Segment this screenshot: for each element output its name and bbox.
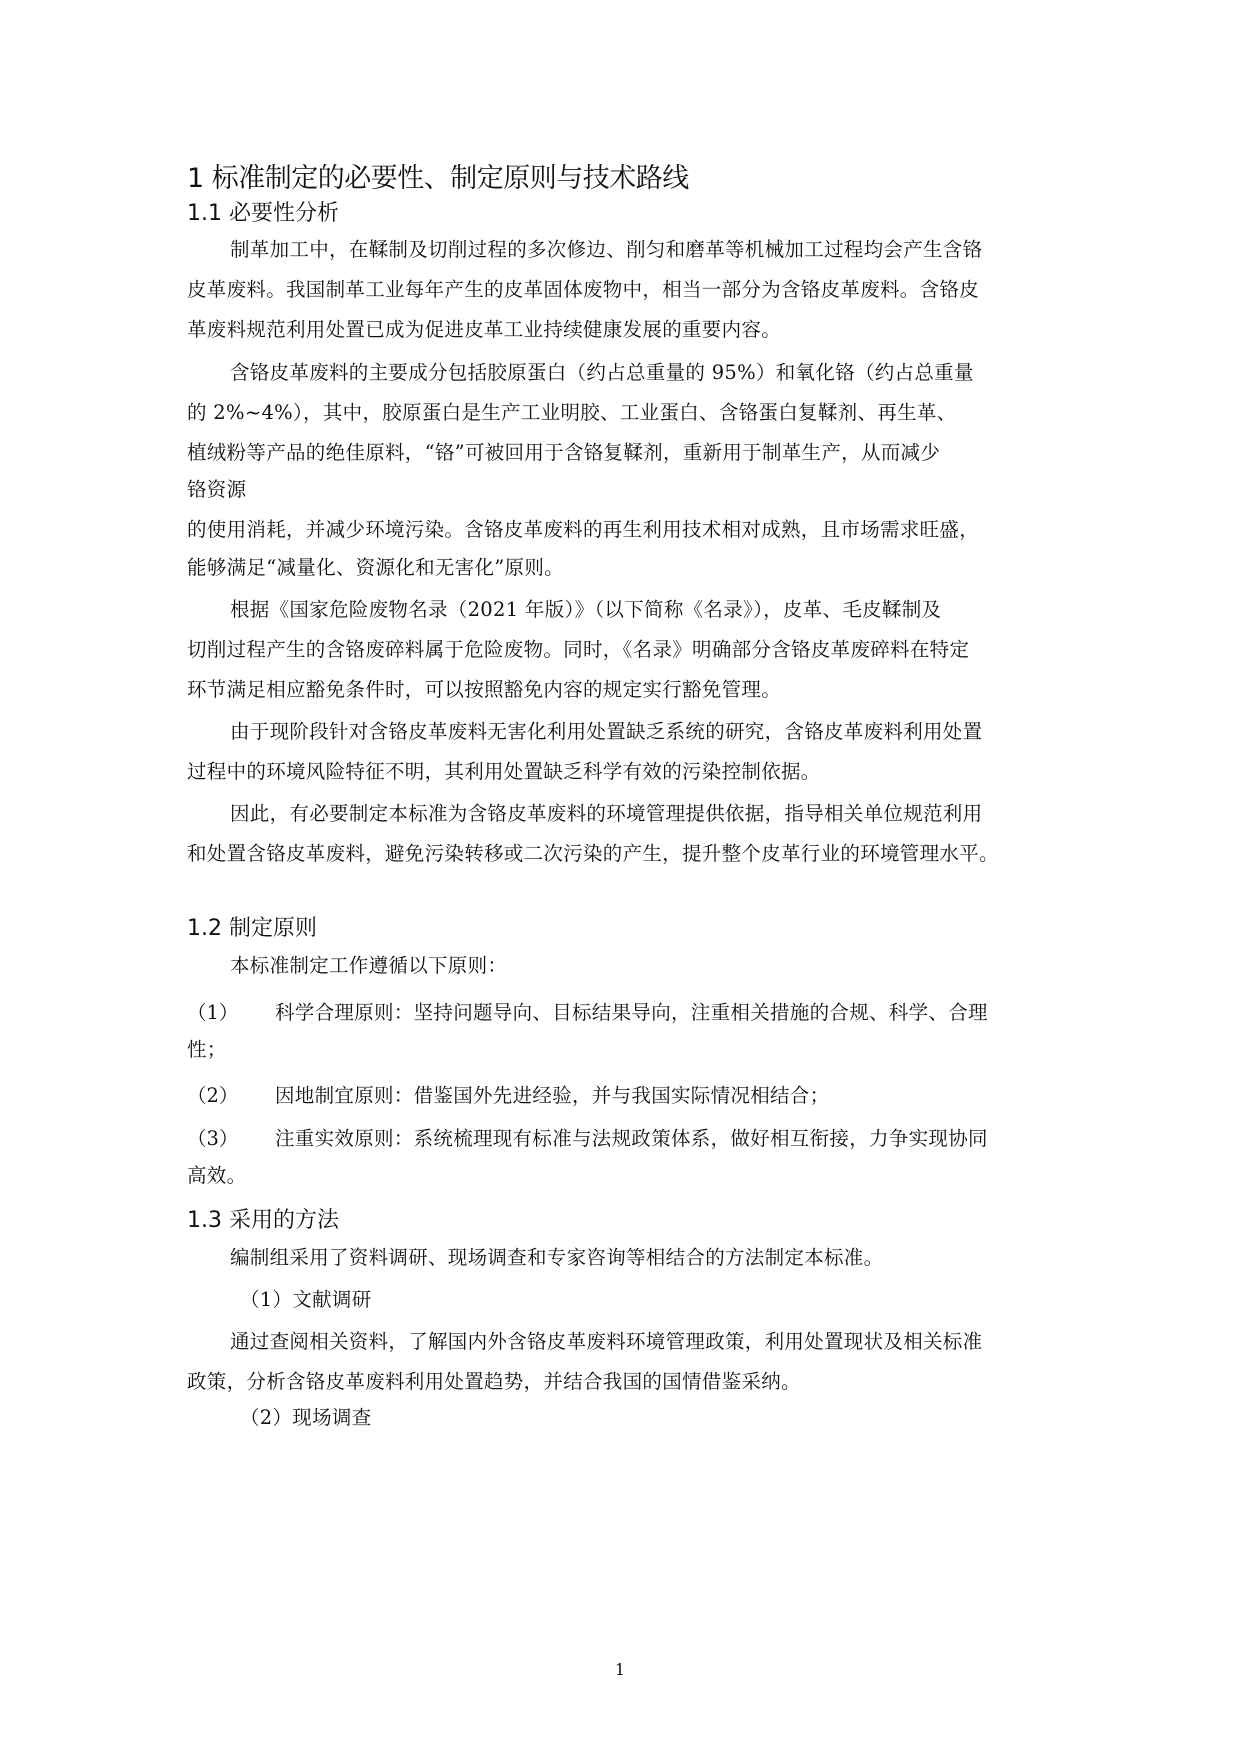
paragraph-line: 的 2%~4%），其中，胶原蛋白是生产工业明胶、工业蛋白、含铬蛋白复鞣剂、再生革、 — [187, 401, 957, 424]
list-item-label: （2） — [187, 1084, 239, 1107]
paragraph-line: （1）文献调研 — [240, 1288, 372, 1311]
list-item-continuation: 高效。 — [187, 1164, 247, 1187]
paragraph-line: 编制组采用了资料调研、现场调查和专家咨询等相结合的方法制定本标准。 — [230, 1246, 884, 1269]
paragraph-line: 含铬皮革废料的主要成分包括胶原蛋白（约占总重量的 95%）和氧化铬（约占总重量 — [230, 361, 974, 384]
list-item-text: 科学合理原则：坚持问题导向、目标结果导向，注重相关措施的合规、科学、合理 — [275, 1001, 988, 1024]
list-item-text: 因地制宜原则：借鉴国外先进经验，并与我国实际情况相结合； — [275, 1084, 830, 1107]
chapter-heading: 1 标准制定的必要性、制定原则与技术路线 — [187, 163, 689, 194]
list-item-label: （1） — [187, 1001, 239, 1024]
paragraph-line: 本标准制定工作遵循以下原则： — [230, 954, 508, 977]
paragraph-line: 因此，有必要制定本标准为含铬皮革废料的环境管理提供依据，指导相关单位规范利用 — [230, 802, 983, 825]
paragraph-line: 通过查阅相关资料，了解国内外含铬皮革废料环境管理政策，利用处置现状及相关标准 — [230, 1330, 983, 1353]
paragraph-line: 根据《国家危险废物名录（2021 年版）》（以下简称《名录》），皮革、毛皮鞣制及 — [230, 598, 942, 621]
paragraph-line: 皮革废料。我国制革工业每年产生的皮革固体废物中，相当一部分为含铬皮革废料。含铬皮 — [187, 278, 980, 301]
paragraph-line: 和处置含铬皮革废料，避免污染转移或二次污染的产生，提升整个皮革行业的环境管理水平。 — [187, 842, 999, 865]
page-number: 1 — [614, 1660, 626, 1679]
section-heading-1-2: 1.2 制定原则 — [187, 916, 317, 941]
paragraph-line: 制革加工中，在鞣制及切削过程的多次修边、削匀和磨革等机械加工过程均会产生含铬 — [230, 238, 983, 261]
paragraph-line: 革废料规范利用处置已成为促进皮革工业持续健康发展的重要内容。 — [187, 318, 782, 341]
paragraph-line: （2）现场调查 — [240, 1406, 372, 1429]
section-heading-1-3: 1.3 采用的方法 — [187, 1208, 339, 1233]
paragraph-line: 由于现阶段针对含铬皮革废料无害化利用处置缺乏系统的研究，含铬皮革废料利用处置 — [230, 720, 983, 743]
paragraph-line: 铬资源 — [187, 478, 247, 501]
paragraph-line: 的使用消耗，并减少环境污染。含铬皮革废料的再生利用技术相对成熟，且市场需求旺盛， — [187, 518, 980, 541]
list-item-continuation: 性； — [187, 1038, 227, 1061]
paragraph-line: 过程中的环境风险特征不明，其利用处置缺乏科学有效的污染控制依据。 — [187, 760, 821, 783]
paragraph-line: 能够满足“减量化、资源化和无害化”原则。 — [187, 556, 564, 579]
section-heading-1-1: 1.1 必要性分析 — [187, 201, 339, 226]
paragraph-line: 政策，分析含铬皮革废料利用处置趋势，并结合我国的国情借鉴采纳。 — [187, 1370, 801, 1393]
paragraph-line: 环节满足相应豁免条件时，可以按照豁免内容的规定实行豁免管理。 — [187, 678, 782, 701]
paragraph-line: 切削过程产生的含铬废碎料属于危险废物。同时，《名录》明确部分含铬皮革废碎料在特定 — [187, 638, 970, 661]
list-item-text: 注重实效原则：系统梳理现有标准与法规政策体系，做好相互衔接，力争实现协同 — [275, 1127, 988, 1150]
list-item-label: （3） — [187, 1127, 239, 1150]
paragraph-line: 植绒粉等产品的绝佳原料，“铬”可被回用于含铬复鞣剂，重新用于制革生产，从而减少 — [187, 441, 941, 464]
